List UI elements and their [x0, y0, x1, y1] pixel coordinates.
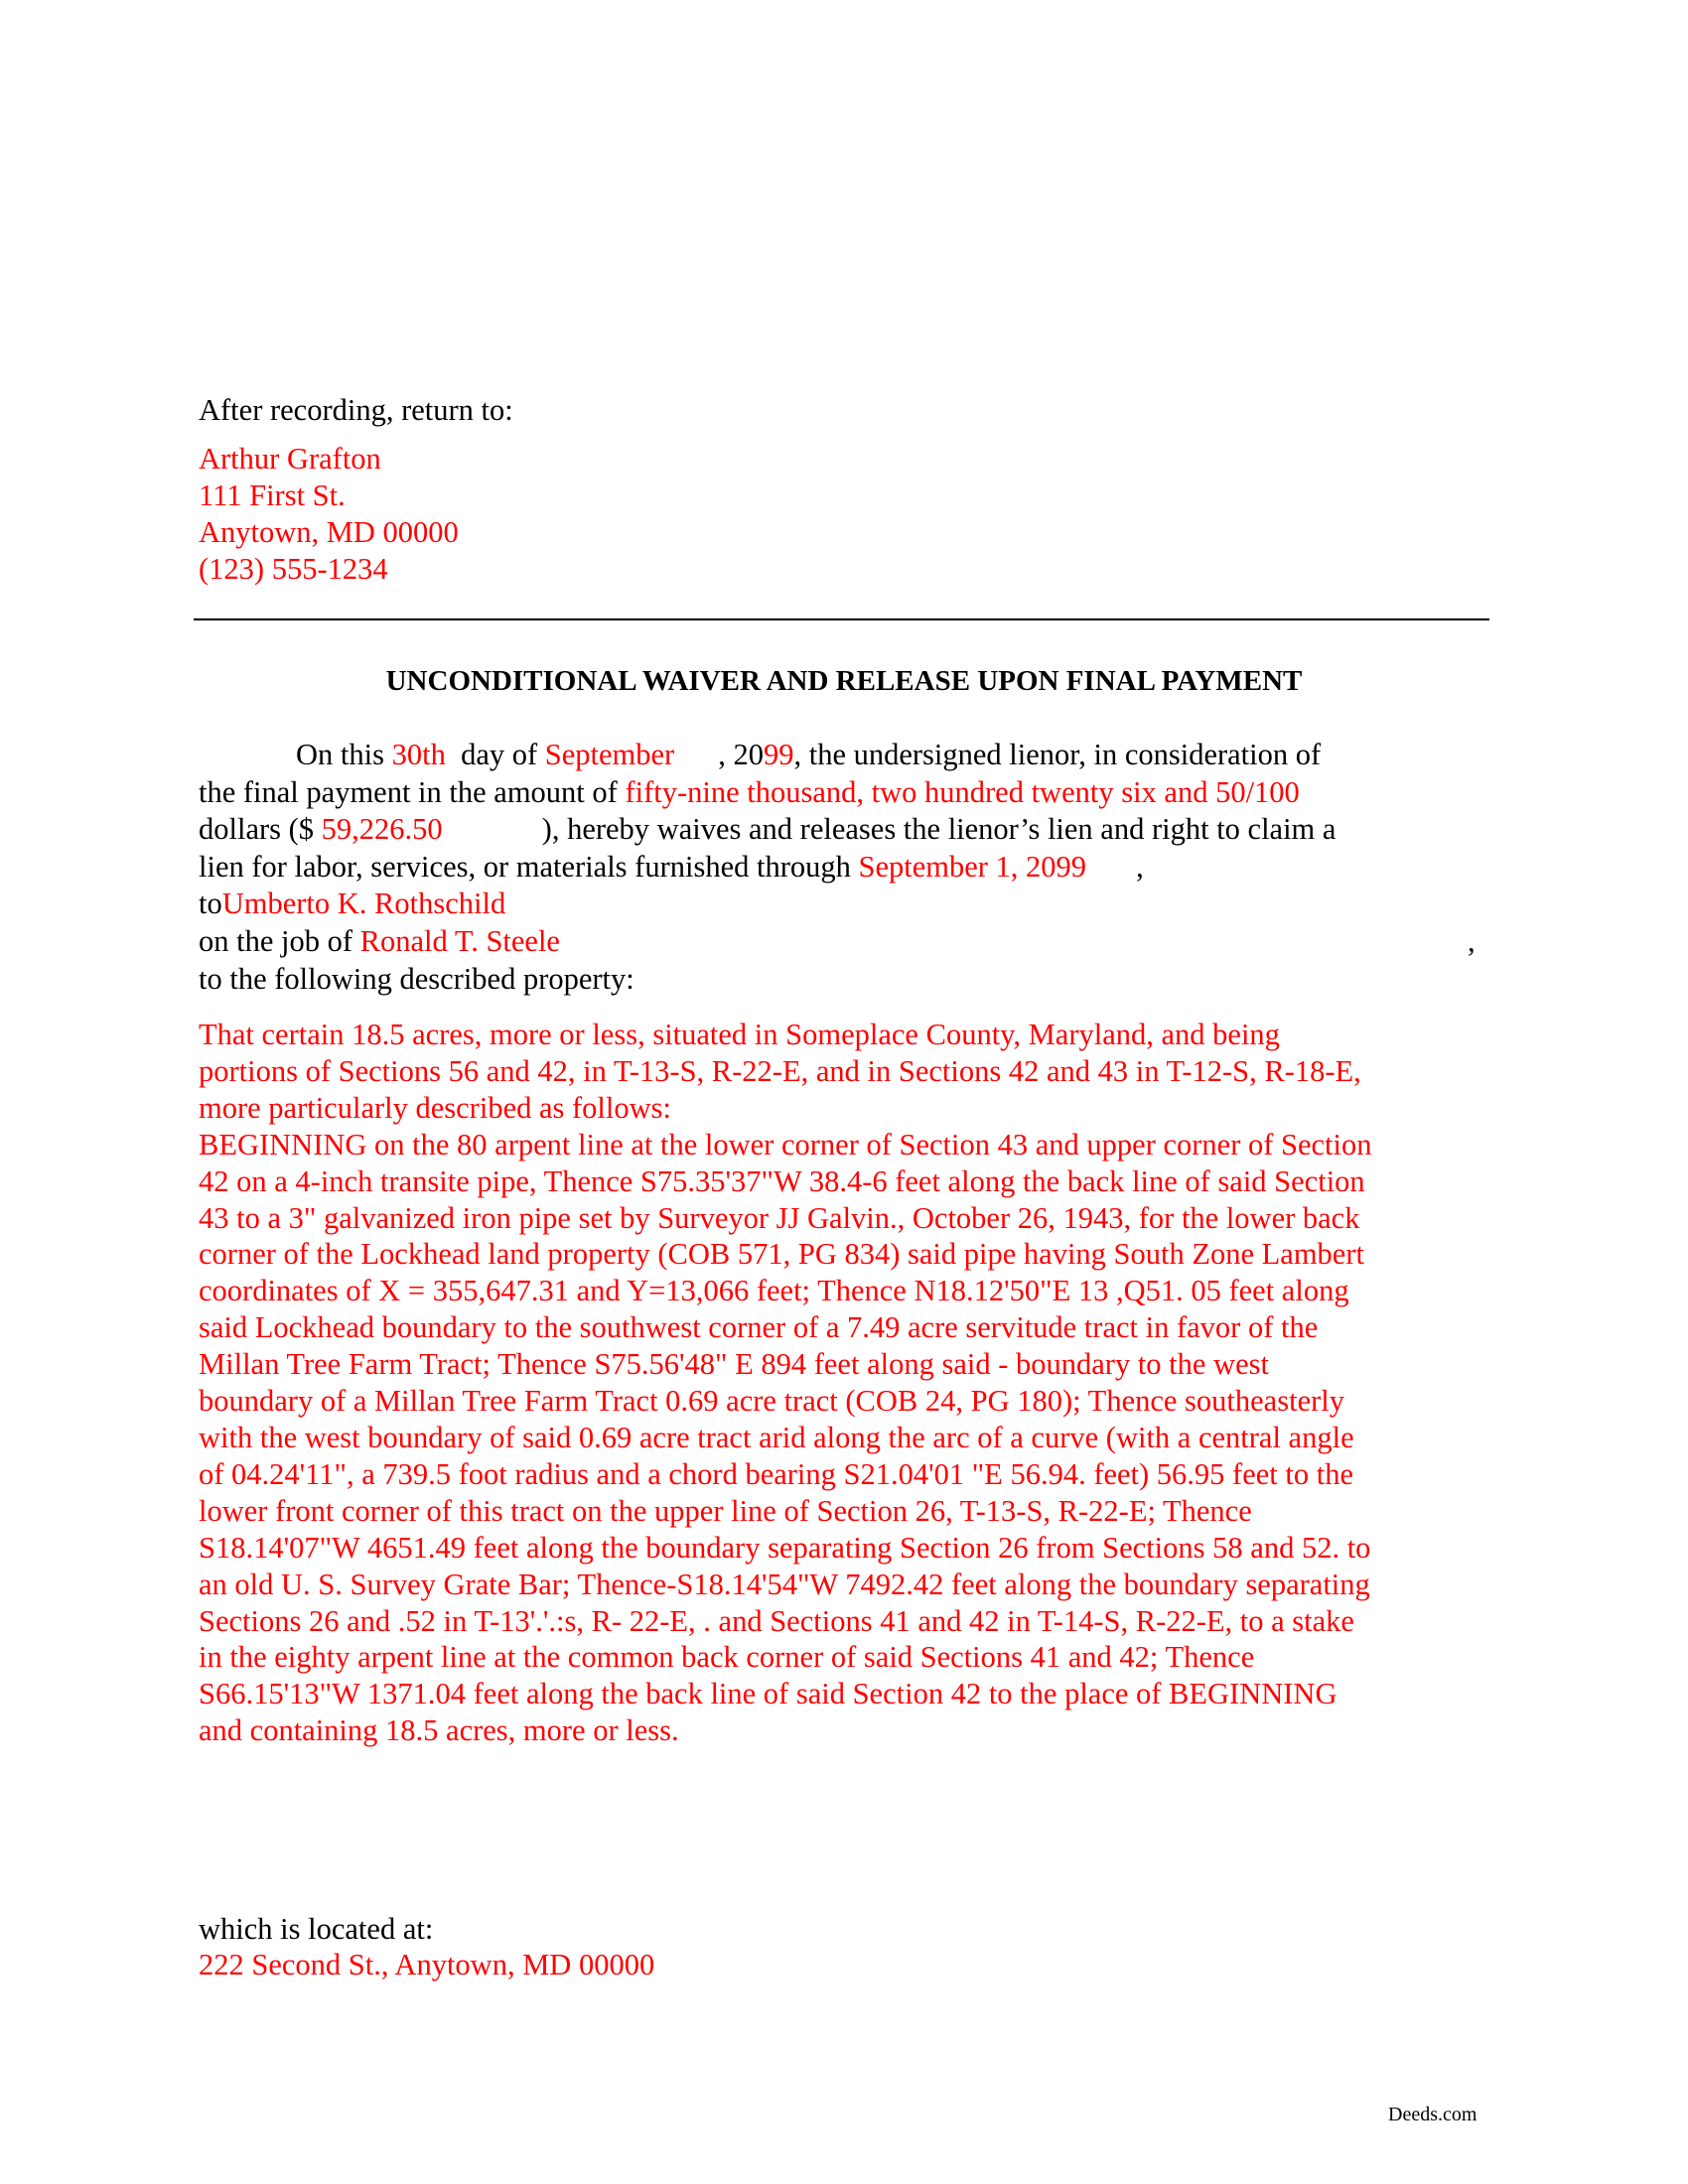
job-comma: ,: [1468, 923, 1476, 958]
month-field: September: [544, 738, 675, 771]
legal-line: S66.15'13"W 1371.04 feet along the back line of said Section 42 to the place of BEGINNING: [199, 1677, 1337, 1711]
waiver-line-4: [199, 849, 1336, 887]
legal-line: S18.14'07"W 4651.49 feet along the boundary separating Section 26 from Sections 58 and 52. to: [199, 1530, 1371, 1565]
return-city: Anytown, MD 00000: [199, 515, 459, 549]
return-to-address: [199, 441, 459, 588]
waiver-paragraph: [199, 737, 1476, 998]
legal-line: said Lockhead boundary to the southwest corner of a 7.49 acre servitude tract in favor of the: [199, 1310, 1319, 1345]
legal-line: in the eighty arpent line at the common back corner of said Sections 41 and 42; Thence: [199, 1640, 1255, 1675]
to-text: to: [199, 887, 222, 921]
furnished-through-text: lien for labor, services, or materials furnished through: [199, 849, 851, 884]
waiver-line-7: [199, 961, 1336, 999]
legal-line: of 04.24'11", a 739.5 foot radius and a chord bearing S21.04'01 "E 56.94. feet) 56.95 feet to the: [199, 1456, 1353, 1491]
described-property-text: to the following described property:: [199, 961, 634, 996]
year-prefix-text: , 20: [718, 738, 764, 771]
legal-line: That certain 18.5 acres, more or less, situated in Someplace County, Maryland, and being: [199, 1018, 1280, 1051]
waives-text: ), hereby waives and releases the lienor’s lien and right to claim a: [541, 812, 1336, 847]
amount-words-field: fifty-nine thousand, two hundred twenty six and 50/100: [625, 774, 1300, 809]
return-to-label: After recording, return to:: [199, 393, 513, 427]
legal-line: with the west boundary of said 0.69 acre tract arid along the arc of a curve (with a central angle: [199, 1420, 1354, 1454]
document-title: UNCONDITIONAL WAIVER AND RELEASE UPON FINAL PAYMENT: [385, 665, 1303, 697]
waiver-line-1: [199, 737, 1336, 774]
legal-line: more particularly described as follows:: [199, 1090, 671, 1125]
day-of-text: day of: [461, 738, 538, 771]
legal-line: boundary of a Millan Tree Farm Tract 0.69 acre tract (COB 24, PG 180); Thence southeasterly: [199, 1384, 1344, 1419]
waiver-line-5: [199, 886, 1336, 923]
year-field: 99: [763, 738, 794, 771]
legal-line: 42 on a 4-inch transite pipe, Thence S75.35'37"W 38.4-6 feet along the back line of said Section: [199, 1163, 1365, 1198]
day-field: 30th: [391, 738, 446, 771]
property-address: 222 Second St., Anytown, MD 00000: [199, 1948, 655, 1981]
through-date-field: September 1, 2099: [858, 849, 1087, 884]
legal-line: Millan Tree Farm Tract; Thence S75.56'48" E 894 feet along said - boundary to the west: [199, 1347, 1269, 1382]
waiver-line-2: [199, 774, 1336, 812]
to-party-field: Umberto K. Rothschild: [221, 887, 506, 921]
legal-description: [199, 1017, 1372, 1749]
footer-brand: Deeds.com: [1388, 2104, 1477, 2125]
waiver-line-3: [199, 811, 1336, 849]
legal-line: an old U. S. Survey Grate Bar; Thence-S18.14'54"W 7492.42 feet along the boundary separating: [199, 1567, 1370, 1601]
legal-line: coordinates of X = 355,647.31 and Y=13,066 feet; Thence N18.12'50"E 13 ,Q51. 05 feet along: [199, 1274, 1349, 1308]
through-comma: ,: [1136, 849, 1144, 884]
amount-numeric-field: 59,226.50: [321, 812, 443, 847]
final-payment-text: the final payment in the amount of: [199, 774, 618, 809]
job-of-field: Ronald T. Steele: [359, 923, 560, 958]
job-of-text: on the job of: [199, 923, 353, 958]
on-this-text: On this: [296, 738, 384, 771]
return-phone: (123) 555-1234: [199, 552, 388, 586]
legal-line: Sections 26 and .52 in T-13'.'.:s, R- 22-E, . and Sections 41 and 42 in T-14-S, R-22-E, to a stake: [199, 1603, 1354, 1638]
legal-line: BEGINNING on the 80 arpent line at the lower corner of Section 43 and upper corner of Section: [199, 1127, 1372, 1161]
legal-line: 43 to a 3" galvanized iron pipe set by Surveyor JJ Galvin., October 26, 1943, for the lower back: [199, 1200, 1360, 1235]
legal-line: lower front corner of this tract on the upper line of Section 26, T-13-S, R-22-E; Thence: [199, 1493, 1252, 1528]
legal-line: and containing 18.5 acres, more or less.: [199, 1713, 679, 1748]
located-at-label: which is located at:: [199, 1912, 434, 1946]
legal-line: corner of the Lockhead land property (COB 571, PG 834) said pipe having South Zone Lambert: [199, 1237, 1364, 1272]
divider-line: [194, 618, 1489, 620]
return-name: Arthur Grafton: [199, 442, 381, 476]
waiver-line-6: [199, 923, 1476, 961]
consideration-text: , the undersigned lienor, in consideration of: [793, 738, 1322, 771]
return-street: 111 First St.: [199, 478, 346, 512]
legal-line: portions of Sections 56 and 42, in T-13-S, R-22-E, and in Sections 42 and 43 in T-12-S, R-18-E,: [199, 1053, 1361, 1088]
dollars-text: dollars ($: [199, 812, 315, 847]
